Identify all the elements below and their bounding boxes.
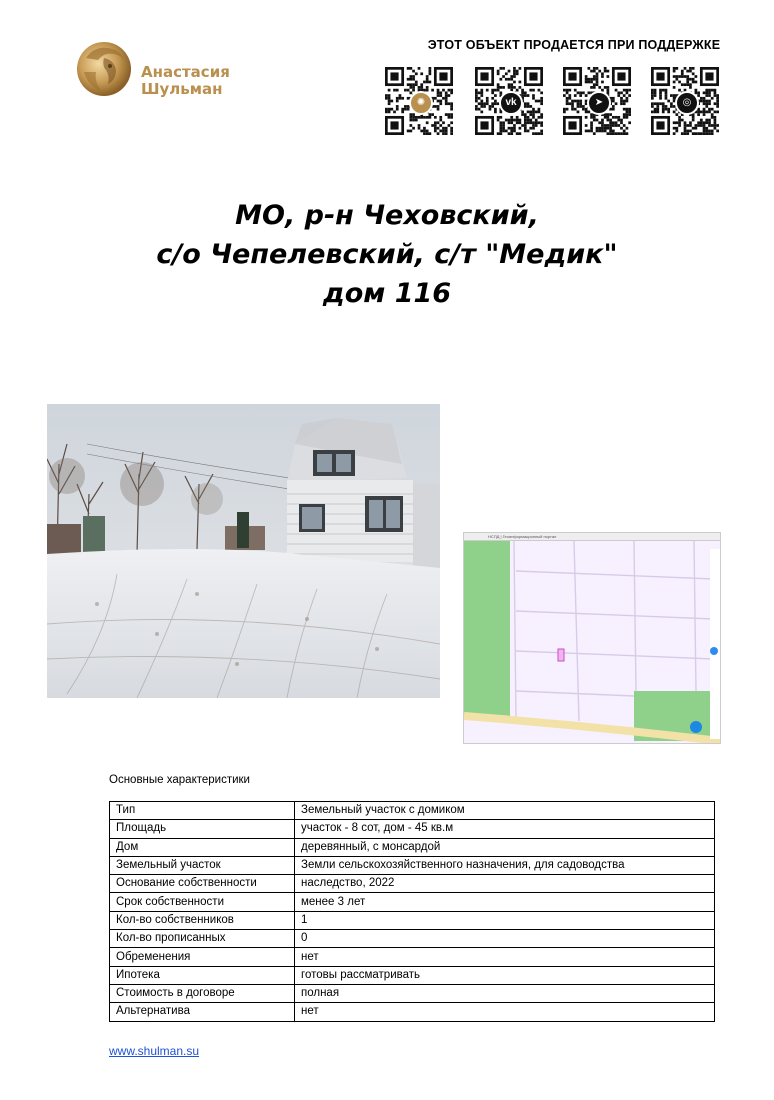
qr-code-row [385,67,721,137]
row-key: Основание собственности [110,875,295,893]
support-title: ЭТОТ ОБЪЕКТ ПРОДАЕТСЯ ПРИ ПОДДЕРЖКЕ [427,38,721,52]
table-row [110,984,715,1002]
row-value: нет [295,948,715,966]
row-key: Ипотека [110,966,295,984]
table-row [110,802,715,820]
telegram-icon: ➤ [587,91,611,115]
property-photo [47,404,440,698]
row-value: Земельный участок с домиком [295,802,715,820]
row-key: Стоимость в договоре [110,984,295,1002]
row-key: Тип [110,802,295,820]
qr-code-instagram[interactable] [651,67,719,135]
table-row [110,856,715,874]
row-key: Обременения [110,948,295,966]
row-value: 1 [295,911,715,929]
table-row [110,820,715,838]
qr-code-telegram[interactable] [563,67,631,135]
lion-logo-icon [74,38,136,100]
map-browser-title: НСПД | Геоинформационный портал [464,533,720,541]
instagram-icon: ◎ [675,91,699,115]
property-address-title [0,196,774,313]
table-row [110,930,715,948]
row-key: Кол-во собственников [110,911,295,929]
row-value: готовы рассматривать [295,966,715,984]
row-value: участок - 8 сот, дом - 45 кв.м [295,820,715,838]
table-row [110,875,715,893]
table-row [110,838,715,856]
row-value: нет [295,1003,715,1021]
row-key: Дом [110,838,295,856]
table-row [110,1003,715,1021]
qr-code-vk[interactable] [475,67,543,135]
website-link[interactable]: www.shulman.su [109,1044,200,1058]
row-key: Кол-во прописанных [110,930,295,948]
table-row [110,911,715,929]
row-value: полная [295,984,715,1002]
title-line-2: с/о Чепелевский, с/т "Медик" [156,239,618,270]
cadastral-map-screenshot [463,532,721,744]
row-key: Альтернатива [110,1003,295,1021]
row-value: 0 [295,930,715,948]
row-key: Площадь [110,820,295,838]
characteristics-table [109,801,715,1022]
row-value: менее 3 лет [295,893,715,911]
row-value: наследство, 2022 [295,875,715,893]
brand-logo-icon: ✺ [409,91,433,115]
title-line-1: МО, р-н Чеховский, [235,200,539,231]
row-key: Земельный участок [110,856,295,874]
qr-code-brand[interactable] [385,67,453,135]
characteristics-heading: Основные характеристики [109,774,250,786]
brand-name-line2: Шульман [141,80,223,98]
vk-icon: vk [499,91,523,115]
row-key: Срок собственности [110,893,295,911]
brand-logo [74,38,234,102]
brand-name-line1: Анастасия [141,63,230,81]
title-line-3: дом 116 [322,278,452,309]
row-value: деревянный, с монсардой [295,838,715,856]
row-value: Земли сельскохозяйственного назначения, для садоводства [295,856,715,874]
table-row [110,893,715,911]
table-row [110,948,715,966]
table-row [110,966,715,984]
